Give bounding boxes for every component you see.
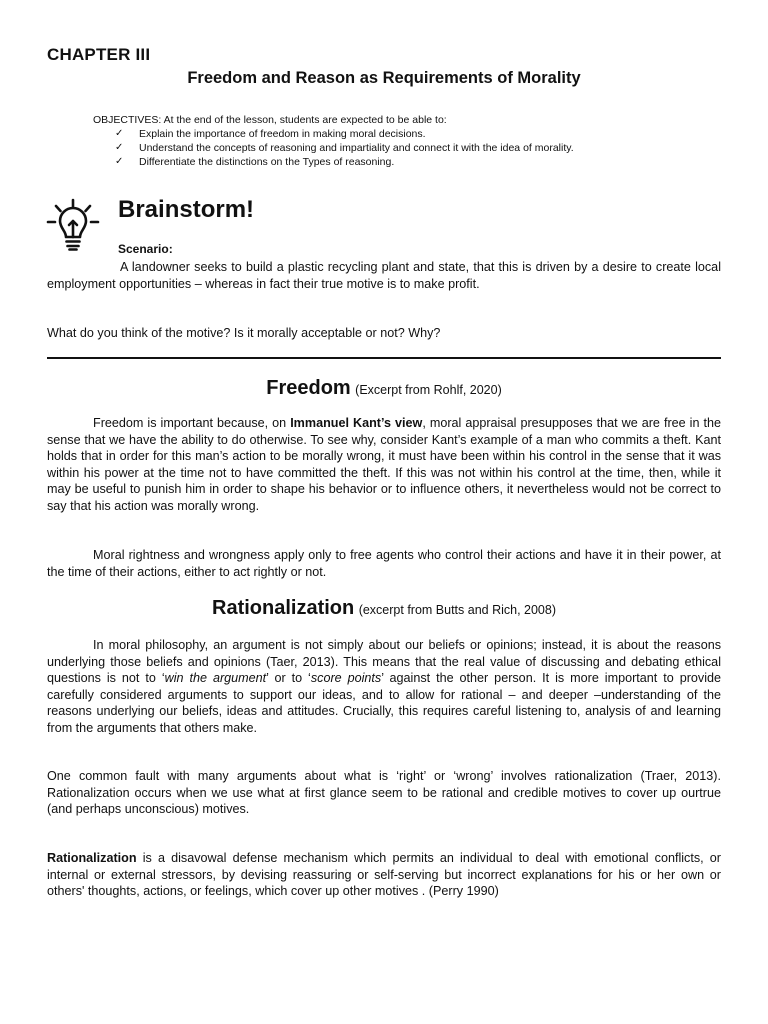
scenario-text: A landowner seeks to build a plastic recycling plant and state, that this is driven by a desire to create local employment opportunities – whereas in fact their true motive is to make profit. <box>47 260 721 291</box>
freedom-title: Freedom <box>266 377 351 399</box>
objective-text: Understand the concepts of reasoning and impartiality and connect it with the idea of morality. <box>139 142 574 154</box>
freedom-paragraph-1 <box>47 415 721 514</box>
section-divider <box>47 357 721 359</box>
objectives-list <box>93 127 609 169</box>
check-icon: ✓ <box>115 156 124 167</box>
scenario-question: What do you think of the motive? Is it morally acceptable or not? Why? <box>47 326 441 340</box>
objective-item <box>93 127 609 141</box>
text-run: In moral philosophy, an argument is not simply about our beliefs or opinions; instead, it is about the reasons underlying those beliefs and opinions (Taer, 2013). This means that the real value of discussing and debating ethical questions is not to ‘ <box>47 638 721 685</box>
rationalization-paragraph-2: One common fault with many arguments about what is ‘right’ or ‘wrong’ involves rationalization (Traer, 2013). Rationalization occurs when we use what at first glance seem to be rational and credible motives to cover up ourtrue (and perhaps unconscious) motives. <box>47 769 721 816</box>
objectives-section <box>93 113 609 169</box>
text-run: is a disavowal defense mechanism which permits an individual to deal with emotional conflicts, or internal or external stressors, by devising reassuring or self-serving but incorrect explanations for his or her own or others' thoughts, actions, or feelings, which cover up other motives . (Perry 1990) <box>47 851 721 898</box>
objective-text: Explain the importance of freedom in making moral decisions. <box>139 128 426 140</box>
kant-emphasis: Immanuel Kant’s view <box>290 416 423 430</box>
rationalization-heading <box>0 597 768 620</box>
objective-item <box>93 155 609 169</box>
objective-text: Differentiate the distinctions on the Types of reasoning. <box>139 156 395 168</box>
text-run: ’ against the other person. It is more important to provide carefully considered arguments to support our ideas, and to allow for rational – and deeper –understanding of the reasons underlying our beliefs, ideas and attitudes. Crucially, this requires careful listening to, analysis of and learning from the arguments that others make. <box>47 671 722 735</box>
text-run: ’ or to ‘ <box>266 671 311 685</box>
scenario-label: Scenario: <box>118 242 173 256</box>
objective-item <box>93 141 609 155</box>
term-emphasis: Rationalization <box>47 851 137 865</box>
italic-phrase: win the argument <box>164 671 267 685</box>
italic-phrase: score points <box>310 671 382 685</box>
text-run: , moral appraisal presupposes that we are free in the sense that we have the ability to do otherwise. To see why, consider Kant’s example of a man who commits a theft. Kant holds that in order for this man’s action to be morally wrong, it must have been within his control in the sense that it was within his power at the time not to have committed the theft. If this was not within his control at the time, then, while it may be useful to punish him in order to shape his behavior or to influence others, it nevertheless would not be correct to say that his action was morally wrong. <box>47 416 721 513</box>
check-icon: ✓ <box>115 142 124 153</box>
freedom-paragraph-2: Moral rightness and wrongness apply only to free agents who control their actions and have it in their power, at the time of their actions, either to act rightly or not. <box>47 548 721 579</box>
freedom-source: (Excerpt from Rohlf, 2020) <box>355 383 502 397</box>
freedom-heading <box>0 377 768 400</box>
rationalization-title: Rationalization <box>212 597 355 619</box>
lightbulb-icon <box>45 197 101 253</box>
chapter-label: CHAPTER III <box>47 45 151 64</box>
page-title: Freedom and Reason as Requirements of Morality <box>187 69 581 87</box>
text-run: Freedom is important because, on <box>93 416 291 430</box>
objectives-intro: OBJECTIVES: At the end of the lesson, students are expected to be able to: <box>93 114 447 126</box>
rationalization-paragraph-1 <box>47 637 721 736</box>
check-icon: ✓ <box>115 128 124 139</box>
rationalization-definition <box>47 850 721 900</box>
brainstorm-heading: Brainstorm! <box>118 196 255 223</box>
rationalization-source: (excerpt from Butts and Rich, 2008) <box>358 603 556 617</box>
